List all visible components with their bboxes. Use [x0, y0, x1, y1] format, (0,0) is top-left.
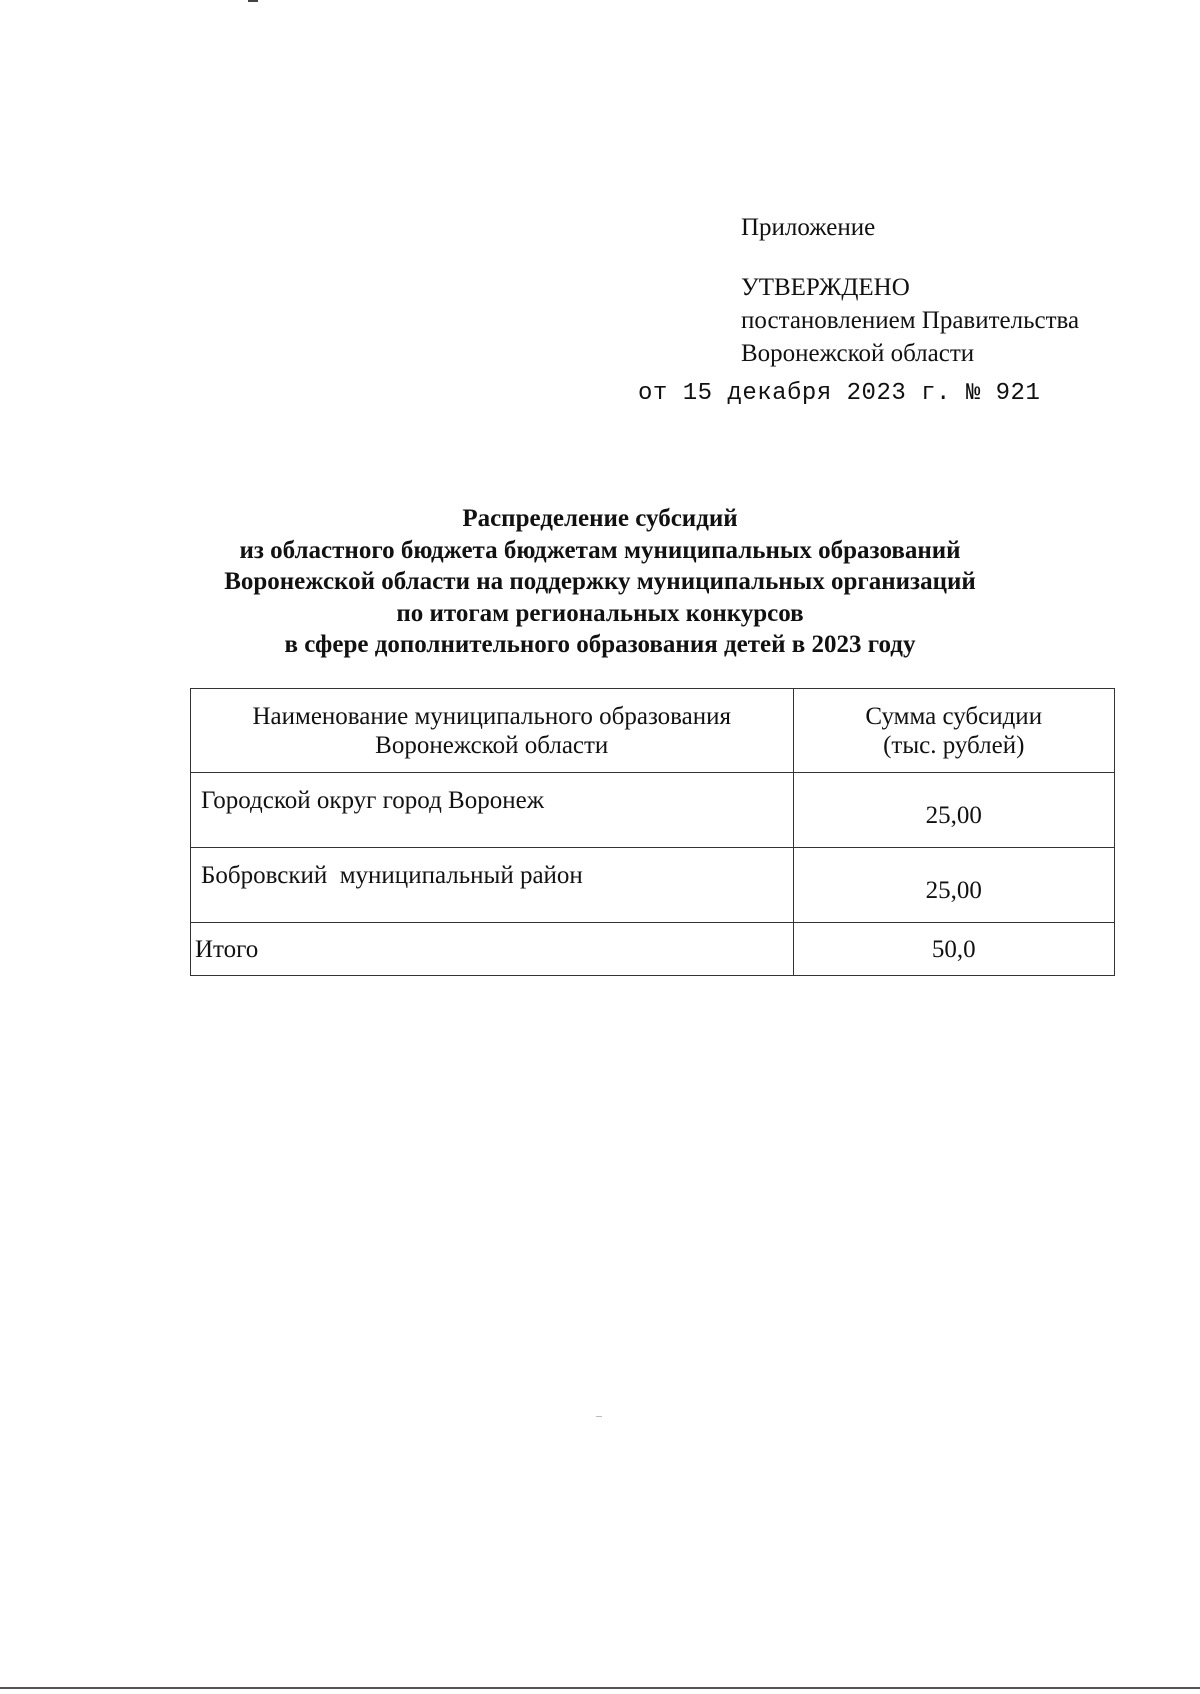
total-label: Итого [191, 923, 794, 976]
document-title [180, 503, 1020, 661]
scan-mark [248, 0, 258, 2]
approval-date-stamp: от 15 декабря 2023 г. № 921 [638, 380, 1041, 407]
title-line: Распределение субсидий [462, 505, 738, 532]
approval-line-1: постановлением Правительства [741, 307, 1080, 334]
header-sum-line: Сумма субсидии [865, 702, 1043, 730]
subsidy-amount: 25,00 [793, 773, 1115, 848]
municipality-name: Бобровский муниципальный район [191, 848, 794, 923]
title-line: Воронежской области на поддержку муниципальных организаций [224, 568, 976, 595]
header-municipality-line: Наименование муниципального образования [252, 702, 732, 730]
total-amount: 50,0 [793, 923, 1115, 976]
header-subsidy-sum [793, 689, 1115, 773]
subsidy-distribution-table [190, 688, 1115, 976]
header-sum-line: (тыс. рублей) [883, 731, 1025, 759]
appendix-label: Приложение [741, 214, 876, 241]
title-line: из областного бюджета бюджетам муниципальных образований [239, 536, 961, 564]
title-line: по итогам региональных конкурсов [396, 599, 804, 627]
title-line: в сфере дополнительного образования детей в 2023 году [284, 631, 916, 658]
scan-speck [596, 1416, 602, 1417]
table-row [191, 773, 1115, 848]
approval-block [741, 211, 1161, 370]
header-municipality [191, 689, 794, 773]
table-header-row [191, 689, 1115, 773]
municipality-name: Городской округ город Воронеж [191, 773, 794, 848]
subsidy-amount: 25,00 [793, 848, 1115, 923]
table-total-row [191, 923, 1115, 976]
approval-line-2: Воронежской области [741, 340, 975, 367]
scan-bottom-edge [0, 1687, 1200, 1689]
approved-label: УТВЕРЖДЕНО [741, 274, 910, 301]
header-municipality-line: Воронежской области [375, 731, 609, 759]
table-row [191, 848, 1115, 923]
